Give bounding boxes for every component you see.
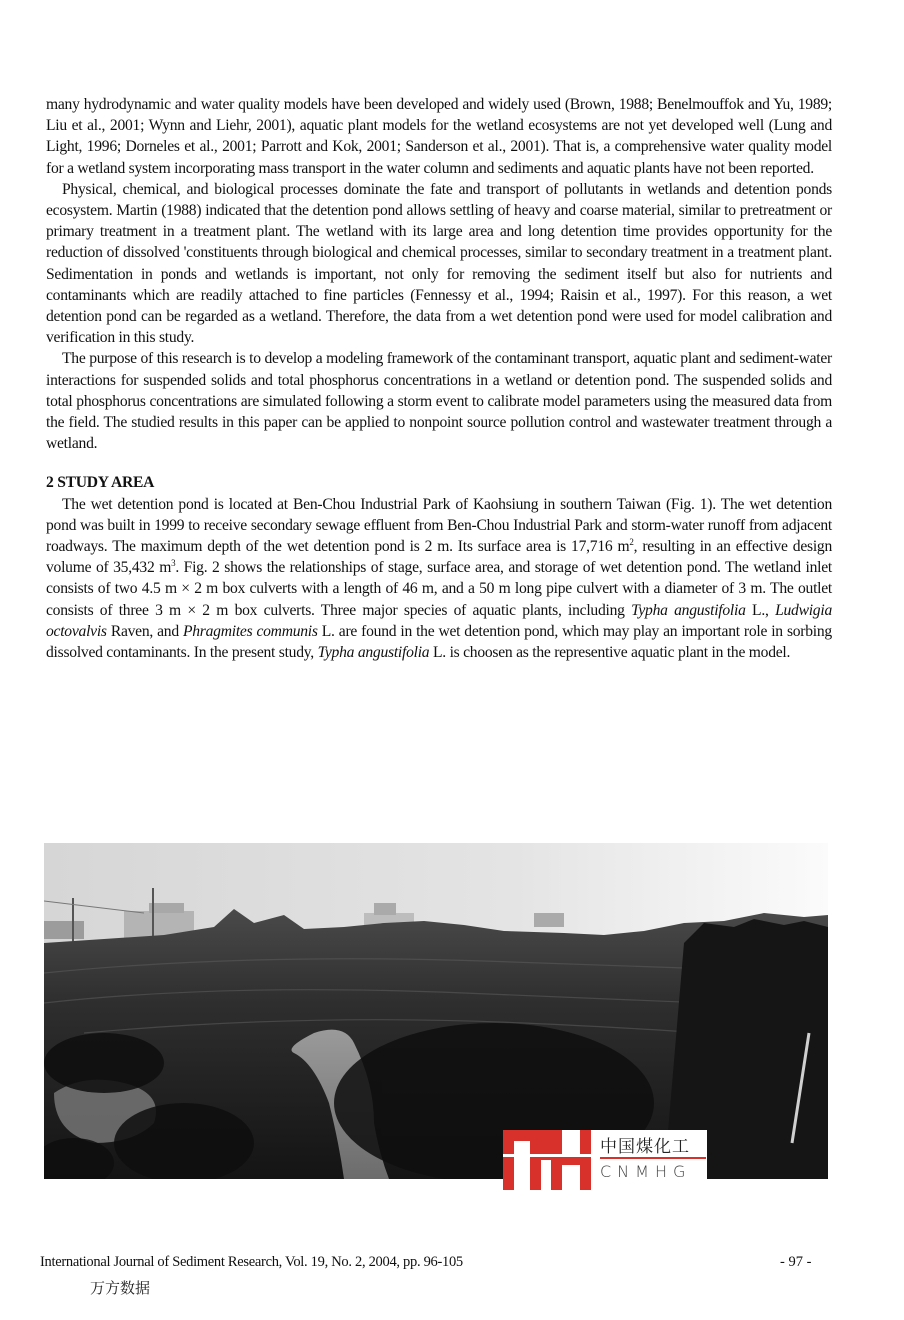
- footer-source-label: 万方数据: [90, 1279, 151, 1297]
- footer-journal-citation: International Journal of Sediment Research, Vol. 19, No. 2, 2004, pp. 96-105: [40, 1254, 463, 1270]
- study-area-text-g: L. is choosen as the representive aquatic plant in the model.: [429, 644, 791, 662]
- study-area-text-e: Raven, and: [106, 622, 183, 640]
- figure-photo-detention-pond: [44, 843, 828, 1179]
- watermark-logo: [503, 1130, 707, 1190]
- species-typha: Typha angustifolia: [631, 601, 746, 619]
- article-body: [46, 94, 832, 663]
- logo-divider: [600, 1157, 706, 1159]
- paragraph-intro-continued: many hydrodynamic and water quality models have been developed and widely used (Brown, 1988; Benelmouffok and Yu, 1989; Liu et al., 2001; Wynn and Liehr, 2001), aquatic plant models for the wetland ecosystems are not yet developed well (Lung and Light, 1996; Dorneles et al., 2001; Parrott and Kok, 2001; Sanderson et al., 2001). That is, a comprehensive water quality model for a wetland system incorporating mass transport in the water column and sediments and aquatic plants have not been reported.: [46, 96, 832, 177]
- study-area-text-c: . Fig. 2 shows the relationships of stage, surface area, and storage of wet detention pond. The wetland inlet consists of two 4.5 m × 2 m box culverts with a length of 46 m, and a 50 m long pipe culvert with a diameter of 3 m. The outlet consists of three 3 m × 2 m box culverts. Three major species of aquatic plants, including: [46, 559, 832, 619]
- logo-latin-name: CNMHG: [600, 1162, 692, 1181]
- section-heading-study-area: 2 STUDY AREA: [46, 474, 155, 492]
- superscript-squared: 2: [629, 537, 634, 548]
- species-phragmites: Phragmites communis: [182, 622, 318, 640]
- study-area-text-d: L.,: [745, 601, 776, 619]
- paragraph-processes: Physical, chemical, and biological processes dominate the fate and transport of pollutants in wetlands and detention ponds ecosystem. Martin (1988) indicated that the detention pond allows settling of heavy and coarse material, similar to pretreatment or primary treatment in a treatment plant. The wetland with its large area and long detention time provides opportunity for the reduction of dissolved 'constituents through biological and chemical processes, similar to secondary treatment in a treatment plant. Sedimentation in ponds and wetlands is important, not only for removing the sediment itself but also for nutrients and contaminants which are readily attached to fine particles (Fennessy et al., 1994; Raisin et al., 1997). For this reason, a wet detention pond can be regarded as a wetland. Therefore, the data from a wet detention pond were used for model calibration and verification in this study.: [46, 180, 832, 347]
- mh-logo-icon: [503, 1130, 591, 1190]
- logo-chinese-name: 中国煤化工: [600, 1137, 690, 1157]
- species-typha-repeat: Typha angustifolia: [317, 644, 430, 662]
- paragraph-study-area: [46, 494, 832, 664]
- study-area-text-a: The wet detention pond is located at Ben-Chou Industrial Park of Kaohsiung in southern Taiwan (Fig. 1). The wet detention pond was built in 1999 to receive secondary sewage effluent from Ben-Chou Industrial Park and storm-water runoff from adjacent roadways. The maximum depth of the wet detention pond is 2 m. Its surface area is 17,716 m: [46, 495, 832, 556]
- superscript-cubed: 3: [171, 558, 176, 569]
- footer-page-number: - 97 -: [780, 1254, 812, 1270]
- study-area-text-f: L. are found in the wet detention pond, which may play an important role in sorbing dissolved contaminants. In the present study,: [46, 622, 832, 662]
- photo-landscape: [44, 843, 828, 1179]
- species-ludwigia: Ludwigia octovalvis: [46, 601, 832, 640]
- study-area-text-b: , resulting in an effective design volume of 35,432 m: [46, 538, 832, 577]
- paragraph-purpose: The purpose of this research is to develop a modeling framework of the contaminant transport, aquatic plant and sediment-water interactions for suspended solids and total phosphorus concentrations in a wetland or detention pond. The suspended solids and total phosphorus concentrations are simulated following a storm event to calibrate model parameters using the measured data from the field. The studied results in this paper can be applied to nonpoint source pollution control and wastewater treatment through a wetland.: [46, 350, 832, 453]
